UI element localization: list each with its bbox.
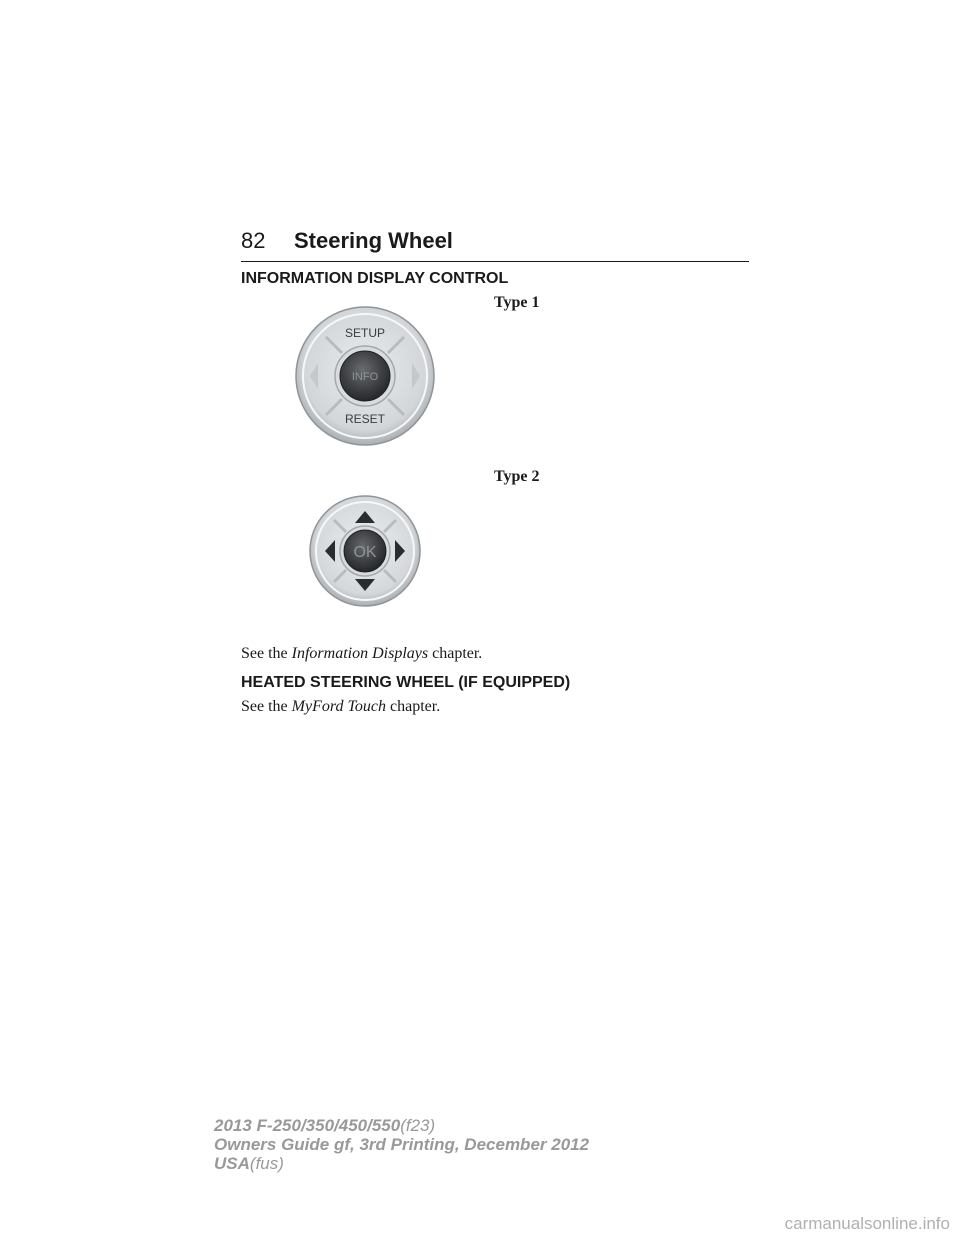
see-myford-touch-text: See the MyFord Touch chapter. (241, 698, 441, 715)
myford-touch-reference: MyFord Touch (291, 698, 387, 715)
watermark: carmanualsonline.info (784, 1214, 950, 1233)
reset-button[interactable]: RESET (344, 412, 386, 426)
footer-model: 2013 F-250/350/450/550 (214, 1116, 401, 1135)
type1-label: Type 1 (494, 294, 540, 311)
type2-label: Type 2 (494, 468, 540, 485)
type2-control-figure (308, 494, 422, 608)
information-displays-reference: Information Displays (291, 645, 429, 662)
setup-button[interactable]: SETUP (344, 326, 386, 340)
ok-button[interactable]: OK (353, 544, 377, 561)
section-heading-heated-steering-wheel: HEATED STEERING WHEEL (IF EQUIPPED) (241, 674, 571, 691)
info-button[interactable]: INFO (351, 371, 379, 383)
page-footer (214, 1116, 589, 1173)
footer-model-code: (f23) (400, 1116, 436, 1135)
footer-guide-info: Owners Guide gf, 3rd Printing, December 2012 (214, 1135, 590, 1154)
page-number: 82 (241, 228, 266, 253)
footer-market-code: (fus) (249, 1154, 284, 1173)
see-information-displays-text: See the Information Displays chapter. (241, 645, 483, 662)
chapter-title: Steering Wheel (294, 228, 453, 253)
header-rule (241, 261, 749, 262)
section-heading-information-display-control: INFORMATION DISPLAY CONTROL (241, 270, 509, 287)
footer-market: USA (214, 1154, 250, 1173)
type1-control-figure (294, 305, 436, 447)
